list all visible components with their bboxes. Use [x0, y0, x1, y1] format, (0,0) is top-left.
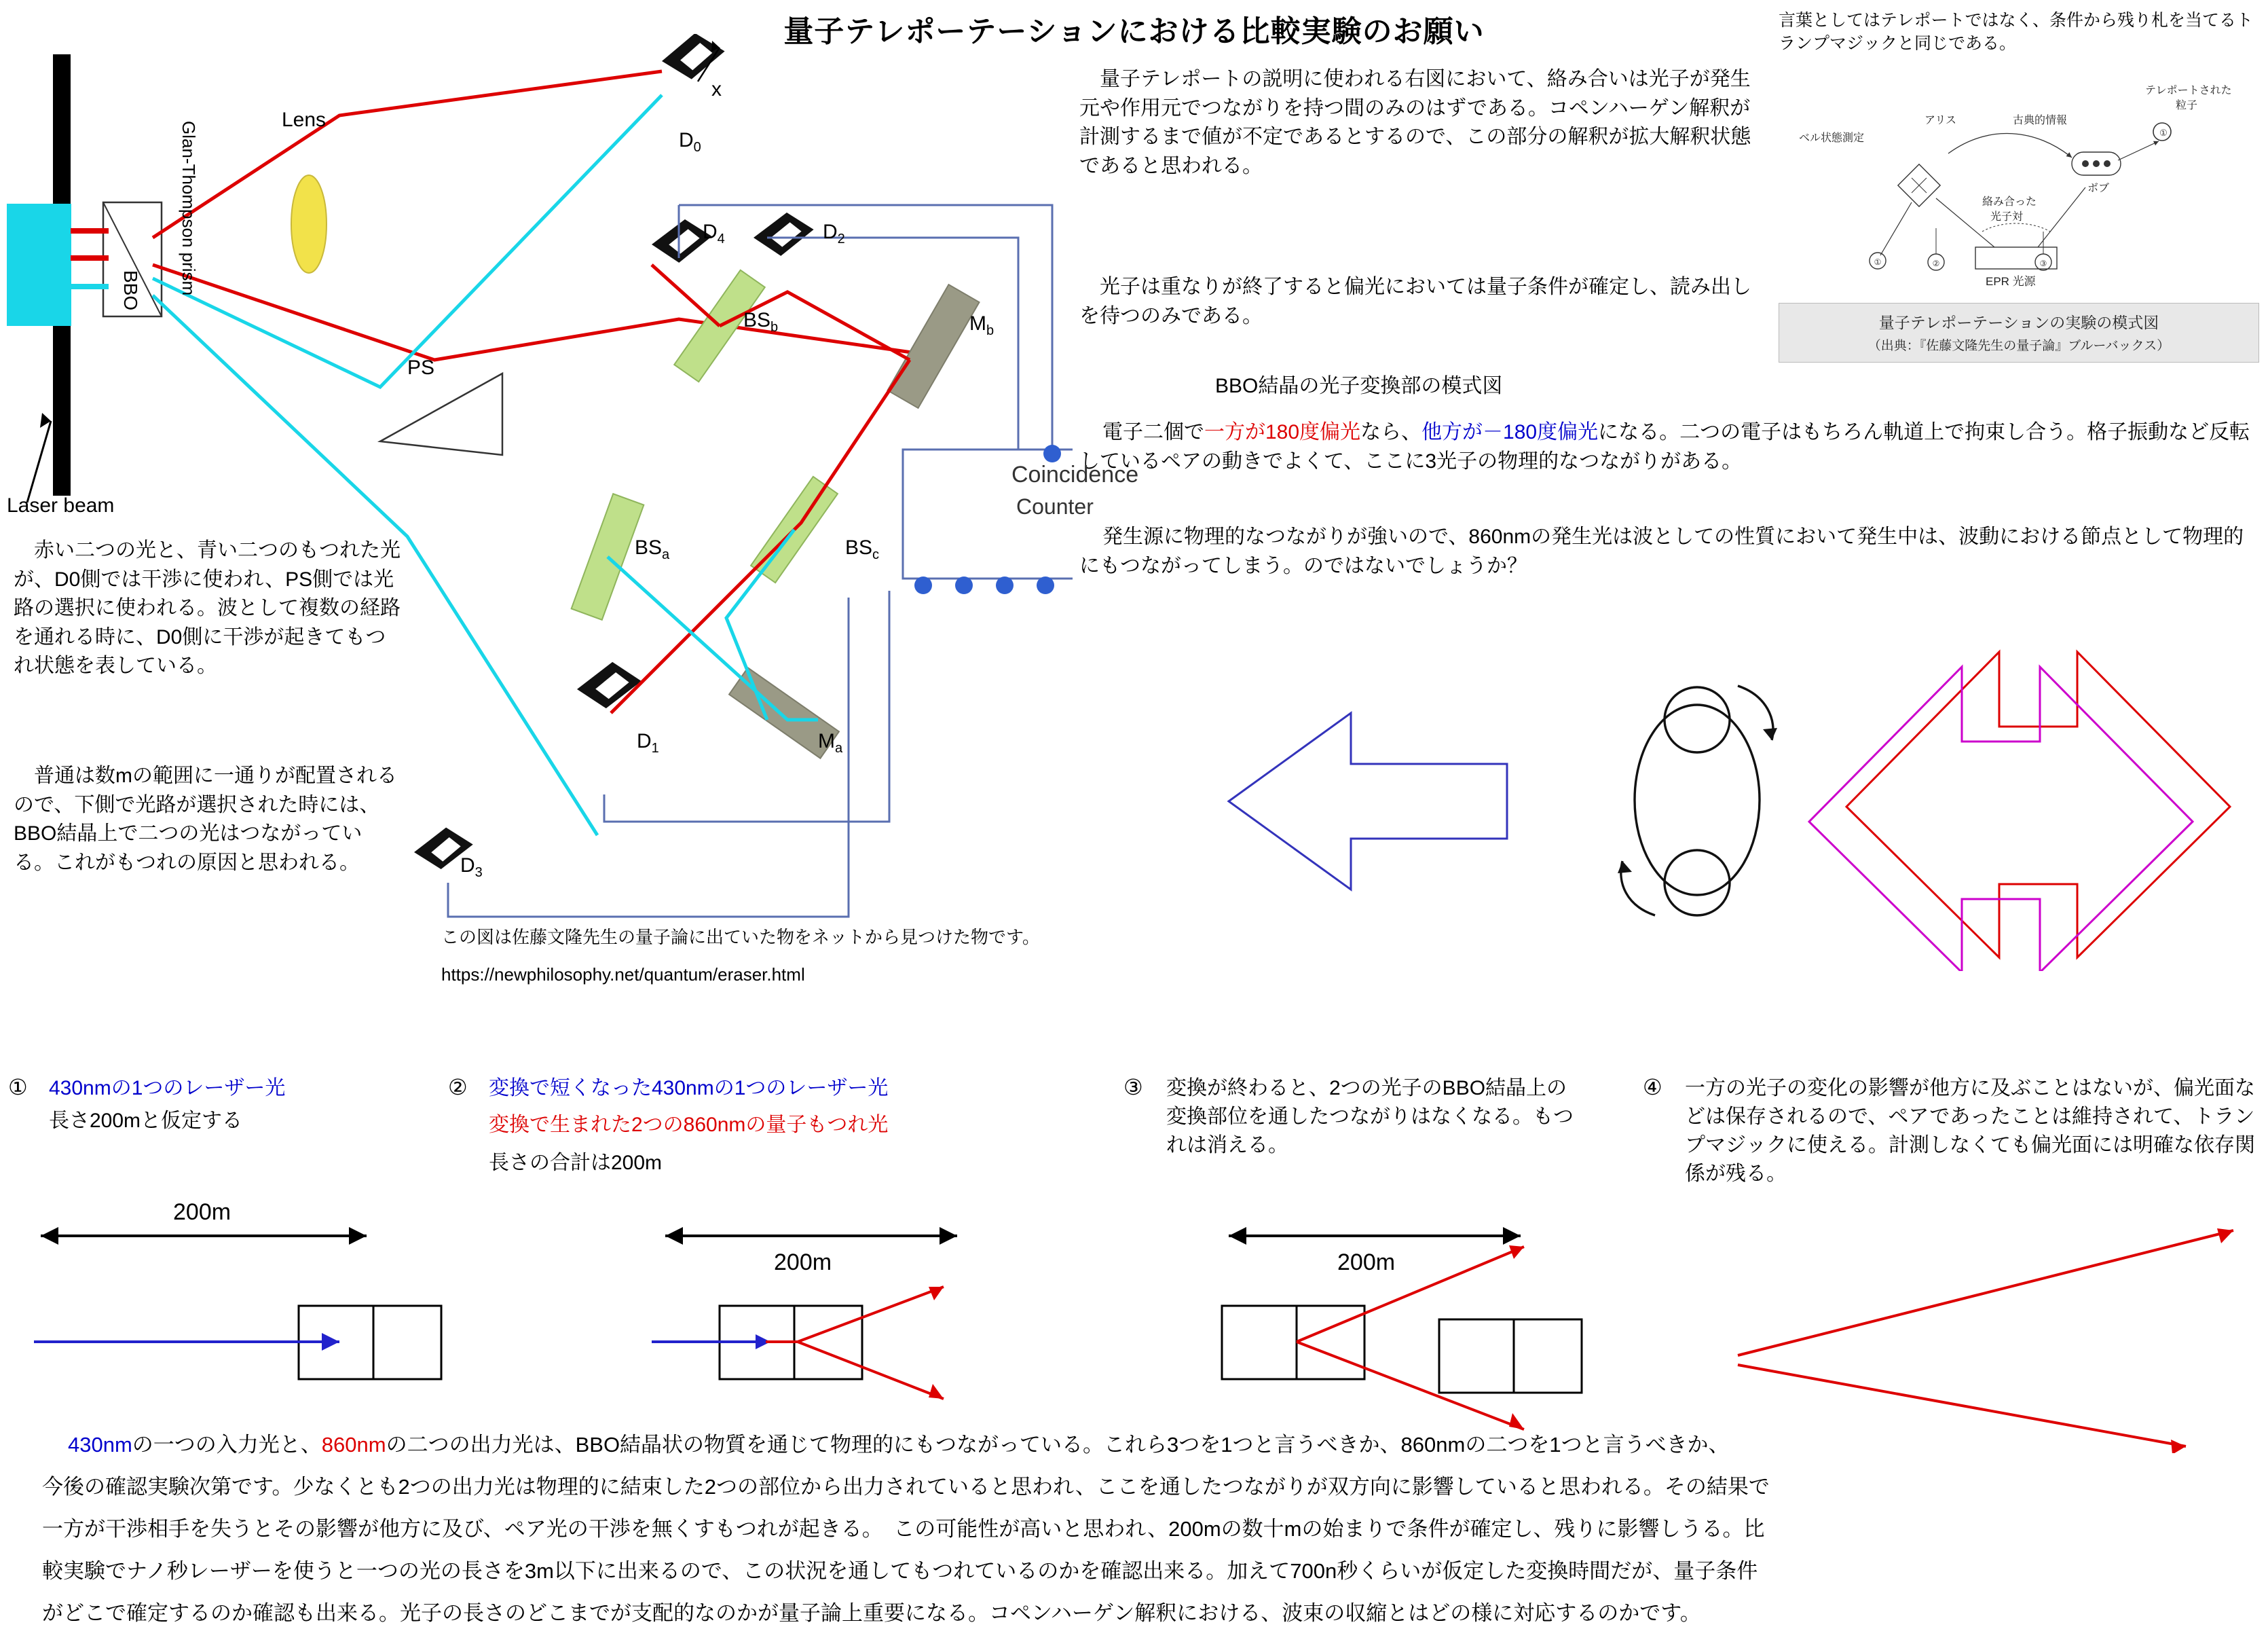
- bottom-line-4: 較実験でナノ秒レーザーを使うと一つの光の長さを3m以下に出来るので、この状況を通してもつれているのかを確認出来る。加えて700n秒くらいが仮定した変換時間だが、量子条件: [42, 1559, 1758, 1583]
- svg-text:③: ③: [2039, 258, 2047, 268]
- panel-2-number: ②: [448, 1075, 468, 1099]
- panel-3-measure-text: 200m: [1337, 1249, 1396, 1275]
- glan-prism-label: Glan-Thompson prism: [179, 121, 199, 296]
- bottom-line-2: 今後の確認実験次第です。少なくとも2つの出力光は物理的に結束した2つの部位から出力されていると思われ、ここを通したつながりが双方向に影響していると思われる。その結果で: [42, 1475, 1770, 1499]
- bottom-line-3: 一方が干渉相手を失うとその影響が他方に及び、ペア光の干渉を無くすもつれが起きる。 この可能性が高いと思われ、200mの数十mの始まりで条件が確定し、残りに影響しうる。比: [42, 1517, 1765, 1541]
- bsb-label: [743, 309, 778, 335]
- p3-a: 電子二個で: [1102, 421, 1204, 443]
- right-paragraph-1: 量子テレポートの説明に使われる右図において、絡み合いは光子が発生元や作用元でつながりを持つ間のみのはずである。コペンハーゲン解釈が計測するまで値が不定であるとするので、この部分の解釈が拡大解釈状態であると思われる。: [1079, 68, 1751, 177]
- panel-4-head-black: 一方の光子の変化の影響が他方に及ぶことはないが、偏光面などは保存されるので、ペアであったことは維持されて、トランプマジックに使える。計測しなくても偏光面には明確な依存関係が残る。: [1685, 1077, 2255, 1185]
- panel-1-graphic: [27, 1195, 448, 1426]
- detector-d1-label: [637, 730, 659, 756]
- d1-sub: 1: [651, 741, 659, 756]
- ps-label: PS: [407, 356, 435, 379]
- d3-sub: 3: [475, 865, 483, 880]
- svg-text:テレポートされた: テレポートされた: [2145, 84, 2232, 96]
- bsb-sub: b: [770, 320, 779, 335]
- bsc-sub: c: [872, 547, 880, 562]
- mb-label: [969, 312, 994, 339]
- d2-sub: 2: [837, 232, 845, 246]
- detector-d3-label: [460, 854, 483, 881]
- inset-caption-line2: （出典：『佐藤文隆先生の量子論』ブルーバックス）: [1867, 338, 2170, 353]
- inset-figure: [1779, 10, 2261, 363]
- d4-letter: D: [703, 221, 718, 243]
- svg-text:絡み合った: 絡み合った: [1982, 196, 2037, 208]
- lens-label: Lens: [282, 109, 327, 131]
- inset-caption: [1779, 303, 2259, 363]
- coincidence-label-2: Counter: [1016, 494, 1094, 519]
- bsa-letter: BS: [635, 536, 663, 559]
- d1-letter: D: [637, 730, 652, 752]
- svg-text:ボブ: ボブ: [2087, 182, 2110, 194]
- svg-text:①: ①: [2159, 127, 2168, 138]
- inset-caption-line1: 量子テレポーテーションの実験の模式図: [1878, 313, 2159, 331]
- detector-d4-label: [703, 221, 725, 247]
- bottom-line-1: [68, 1429, 2227, 1461]
- bsa-sub: a: [662, 547, 670, 562]
- right-paragraph-3: [1079, 418, 2261, 476]
- panel-2-head-red: 変換で生まれた2つの860nmの量子もつれ光: [489, 1114, 889, 1136]
- bottom-red-860: 860nm: [321, 1433, 386, 1457]
- d0-sub: 0: [693, 140, 701, 155]
- right-paragraph-4: 発生源に物理的なつながりが強いので、860nmの発生光は波としての性質において発生中は、波動における節点として物理的にもつながってしまう。のではないでしょうか？: [1079, 526, 2244, 577]
- coincidence-label-1: Coincidence: [1011, 462, 1139, 488]
- bottom-line-5: がどこで確定するのか確認も出来る。光子の長さのどこまでが支配的なのかが量子論上重要になる。コペンハーゲン解釈における、波束の収縮とはどの様に対応するのかです。: [42, 1601, 1701, 1625]
- source-note: この図は佐藤文隆先生の量子論に出ていた物をネットから見つけた物です。: [441, 927, 1040, 947]
- panel-1-head-blue: 430nmの1つのレーザー光: [49, 1077, 286, 1099]
- panel-3-head-black: 変換が終わると、2つの光子のBBO結晶上の変換部位を通したつながりはなくなる。もつれは消える。: [1166, 1077, 1574, 1156]
- ma-letter: M: [818, 730, 835, 752]
- ma-label: [818, 730, 842, 756]
- d4-sub: 4: [717, 232, 725, 246]
- panel-1-number: ①: [8, 1075, 28, 1099]
- p3-c: になる。二つの電子はもちろん軌道上で拘束し合う。格子振動など反転しているペアの動きでよくて、ここに3光子の物理的なつながりがある。: [1079, 421, 2250, 473]
- detector-d0-label: [679, 129, 701, 156]
- bbo-label: BBO: [120, 270, 141, 311]
- right-paragraph-2: 光子は重なりが終了すると偏光においては量子条件が確定し、読み出しを待つのみである。: [1079, 276, 1751, 327]
- d2-letter: D: [823, 221, 838, 243]
- panel-4-graphic: [1426, 1209, 2261, 1453]
- svg-text:EPR 光源: EPR 光源: [1986, 274, 2036, 288]
- p3-red: 一方が180度偏光: [1204, 421, 1361, 443]
- d0-letter: D: [679, 129, 694, 151]
- panel-4-number: ④: [1643, 1075, 1662, 1099]
- x-axis-label: x: [711, 78, 722, 100]
- ma-sub: a: [835, 741, 843, 756]
- panel-2-measure-text: 200m: [774, 1249, 832, 1275]
- p3-blue: 他方が－180度偏光: [1421, 421, 1599, 443]
- inset-top-text: 言葉としてはテレポートではなく、条件から残り札を当てるトランプマジックと同じである。: [1779, 11, 2254, 53]
- svg-text:ベル状態測定: ベル状態測定: [1799, 132, 1865, 144]
- inset-diagram: [1779, 58, 2261, 303]
- panel-2-head-blue: 変換で短くなった430nmの1つのレーザー光: [489, 1077, 889, 1099]
- panel-2-head-black: 長さの合計は200m: [489, 1152, 663, 1174]
- bsc-letter: BS: [845, 536, 873, 559]
- panel-3-number: ③: [1123, 1075, 1143, 1099]
- bsa-label: [635, 536, 669, 563]
- right-heading: BBO結晶の光子変換部の模式図: [1215, 375, 1503, 397]
- panel-2-graphic: [652, 1195, 1127, 1426]
- bottom-t2: の二つの出力光は、BBO結晶状の物質を通じて物理的にもつながっている。これら3つを1つと言うべきか、860nmの二つを1つと言うべきか、: [386, 1433, 1730, 1457]
- mb-sub: b: [986, 323, 994, 338]
- d3-letter: D: [460, 854, 475, 877]
- concept-graphics: [1215, 645, 2261, 971]
- svg-text:②: ②: [1932, 258, 1940, 268]
- svg-text:古典的情報: 古典的情報: [2013, 114, 2068, 126]
- bottom-t1: の一つの入力光と、: [132, 1433, 322, 1457]
- p3-b: なら、: [1360, 421, 1422, 443]
- panel-1-head-black: 長さ200mと仮定する: [49, 1110, 243, 1132]
- svg-text:光子対: 光子対: [1990, 211, 2024, 223]
- mb-letter: M: [969, 312, 986, 335]
- panel-1-measure-text: 200m: [173, 1199, 231, 1225]
- page-title: 量子テレポーテーションにおける比較実験のお願い: [783, 15, 1485, 48]
- detector-d2-label: [823, 221, 845, 247]
- left-paragraph-2: 普通は数mの範囲に一通りが配置されるので、下側で光路が選択された時には、BBO結晶上で二つの光はつながっている。これがもつれの原因と思われる。: [14, 765, 397, 874]
- laser-beam-label: Laser beam: [7, 494, 115, 517]
- svg-text:アリス: アリス: [1925, 114, 1957, 126]
- svg-text:粒子: 粒子: [2176, 99, 2198, 111]
- svg-text:①: ①: [1874, 257, 1882, 267]
- bsc-label: [845, 536, 879, 563]
- bsb-letter: BS: [743, 309, 771, 331]
- bottom-blue-430: 430nm: [68, 1433, 132, 1457]
- source-url[interactable]: https://newphilosophy.net/quantum/eraser.html: [441, 964, 805, 985]
- left-paragraph-1: 赤い二つの光と、青い二つのもつれた光が、D0側では干渉に使われ、PS側では光路の選択に使われる。波として複数の経路を通れる時に、D0側に干渉が起きてもつれ状態を表している。: [14, 539, 401, 678]
